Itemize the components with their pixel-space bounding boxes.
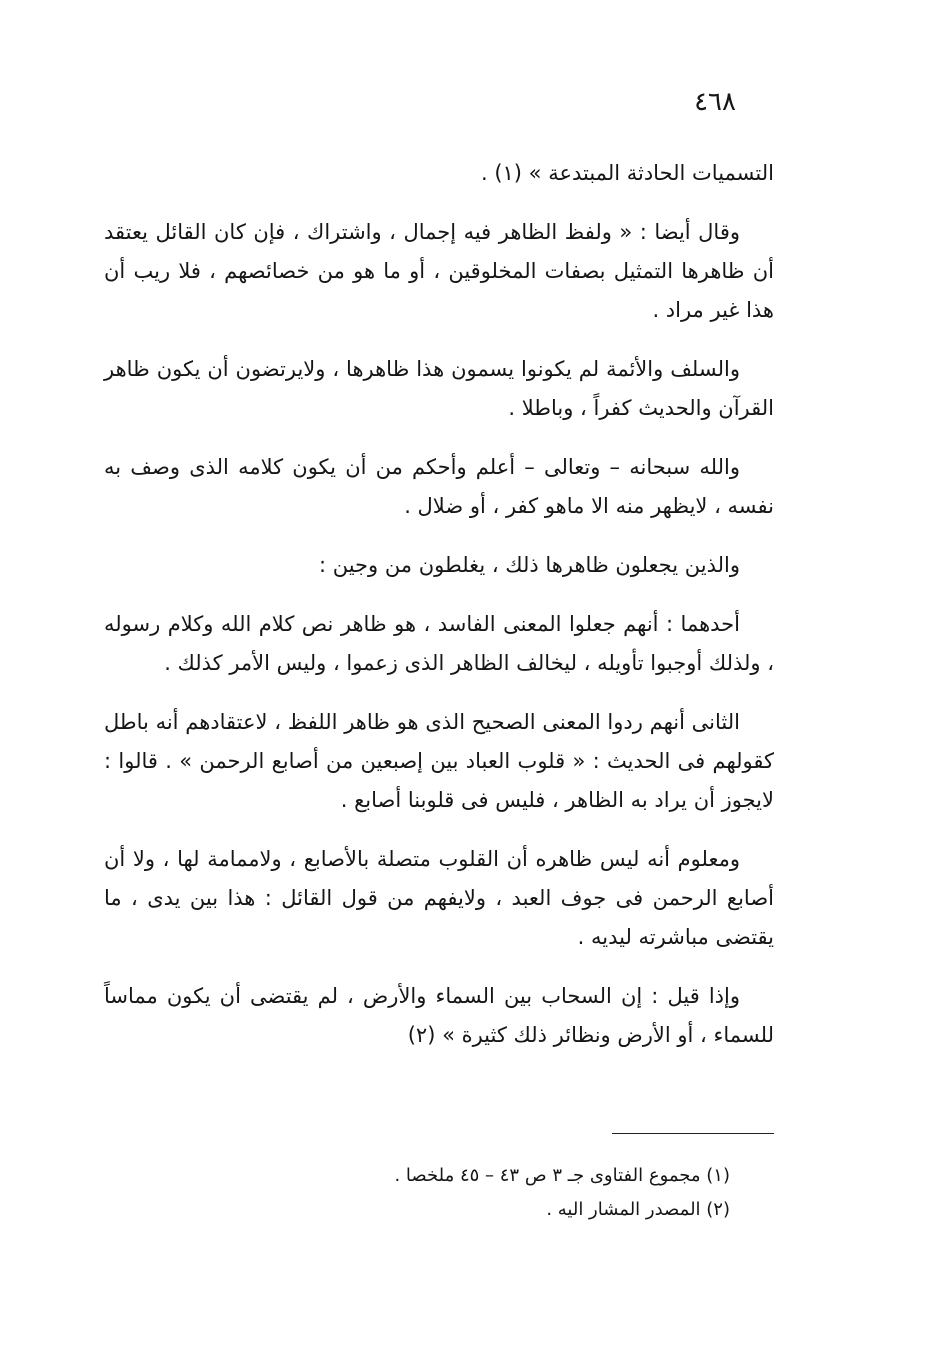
footnote: (١) مجموع الفتاوى جـ ٣ ص ٤٣ – ٤٥ ملخصا . — [394, 1165, 730, 1186]
footnote: (٢) المصدر المشار اليه . — [546, 1199, 730, 1220]
paragraph: وإذا قيل : إن السحاب بين السماء والأرض ، لم يقتضى أن يكون مماساً للسماء ، أو الأرض ونظائر ذلك كثيرة » (٢) — [104, 984, 774, 1047]
body-text — [104, 154, 774, 1075]
footnotes — [170, 1159, 730, 1227]
paragraph: أحدهما : أنهم جعلوا المعنى الفاسد ، هو ظاهر نص كلام الله وكلام رسوله ، ولذلك أوجبوا تأويله ، ليخالف الظاهر الذى زعموا ، وليس الأمر كذلك . — [104, 612, 774, 675]
paragraph: والسلف والأئمة لم يكونوا يسمون هذا ظاهرها ، ولايرتضون أن يكون ظاهر القرآن والحديث كفراً ، وباطلا . — [104, 357, 774, 420]
paragraph: والذين يجعلون ظاهرها ذلك ، يغلطون من وجين : — [318, 553, 740, 577]
paragraph: ومعلوم أنه ليس ظاهره أن القلوب متصلة بالأصابع ، ولاممامة لها ، ولا أن أصابع الرحمن فى جوف العبد ، ولايفهم من قول القائل : هذا بين يدى ، ما يقتضى مباشرته ليديه . — [104, 847, 774, 949]
paragraph: الثانى أنهم ردوا المعنى الصحيح الذى هو ظاهر اللفظ ، لاعتقادهم أنه باطل كقولهم فى الحديث : « قلوب العباد بين إصبعين من أصابع الرحمن » . قالوا : لايجوز أن يراد به الظاهر ، فليس فى قلوبنا أصابع . — [104, 710, 774, 812]
paragraph: التسميات الحادثة المبتدعة » (١) . — [480, 161, 774, 185]
page-number: ٤٦٨ — [694, 87, 736, 117]
paragraph: والله سبحانه – وتعالى – أعلم وأحكم من أن يكون كلامه الذى وصف به نفسه ، لايظهر منه الا ماهو كفر ، أو ضلال . — [104, 455, 774, 518]
paragraph: وقال أيضا : « ولفظ الظاهر فيه إجمال ، واشتراك ، فإن كان القائل يعتقد أن ظاهرها التمثيل بصفات المخلوقين ، أو ما هو من خصائصهم ، فلا ريب أن هذا غير مراد . — [104, 220, 774, 322]
footnote-divider — [612, 1133, 774, 1134]
